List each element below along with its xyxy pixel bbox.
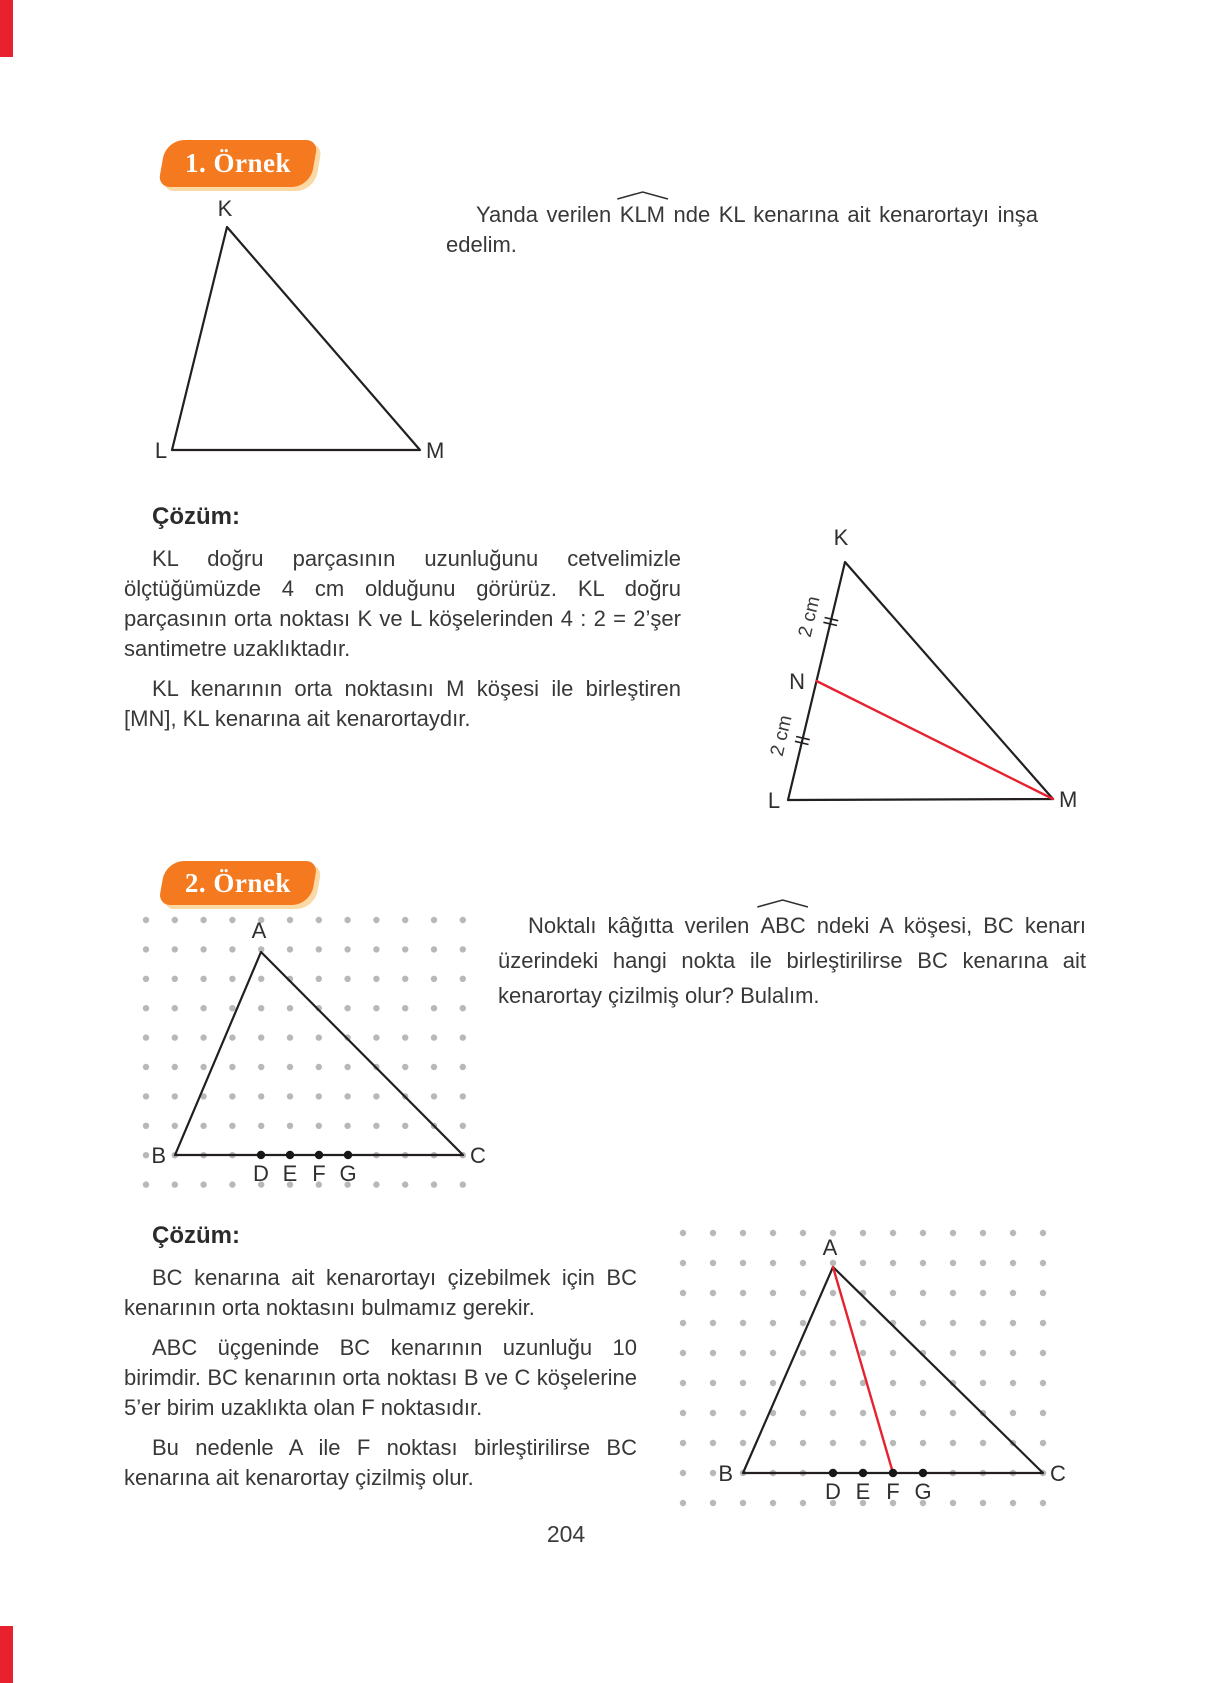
vertex-label-c: C xyxy=(1050,1461,1066,1486)
point-label-f: F xyxy=(886,1479,900,1504)
vertex-label-l: L xyxy=(767,788,781,813)
point-f xyxy=(315,1151,323,1159)
page-edge-mark-bottom xyxy=(0,1626,13,1683)
figure-dotgrid-triangle-abc xyxy=(128,903,484,1203)
triangle-klm-outline xyxy=(172,227,420,450)
segment-length-label: 2 cm xyxy=(766,713,797,759)
triangle-name-text: ABC xyxy=(760,913,806,938)
page-edge-mark-top xyxy=(0,0,13,57)
example-1-solution xyxy=(124,503,681,744)
intro-text: Yanda verilen xyxy=(476,202,612,227)
point-e xyxy=(859,1469,867,1477)
point-g xyxy=(344,1151,352,1159)
intro-text: nde KL kenarına ait kenarortayı inşa edelim. xyxy=(446,202,1038,257)
solution-paragraph: KL doğru parçasının uzunluğunu cetvelimizle ölçtüğümüzde 4 cm olduğunu görürüz. KL doğru parçasının orta noktası K ve L köşelerinden 4 : 2 = 2’şer santimetre uzaklıktadır. xyxy=(124,546,681,661)
example-2-solution xyxy=(124,1222,637,1503)
point-label-d: D xyxy=(825,1479,841,1504)
example-2-badge-label: 2. Örnek xyxy=(184,867,291,898)
vertex-label-m: M xyxy=(1059,787,1078,812)
point-label-e: E xyxy=(282,1161,298,1186)
point-f xyxy=(889,1469,897,1477)
figure-triangle-klm xyxy=(128,192,448,464)
example-1-intro xyxy=(446,200,1038,260)
vertex-label-a: A xyxy=(822,1235,838,1260)
vertex-label-a: A xyxy=(251,918,267,943)
vertex-label-k: K xyxy=(833,525,849,550)
segment-length-label: 2 cm xyxy=(794,594,825,640)
example-1-badge-label: 1. Örnek xyxy=(184,148,291,178)
dot-grid xyxy=(143,917,466,1188)
solution-heading: Çözüm: xyxy=(152,1222,240,1249)
triangle-name-text: KLM xyxy=(619,202,666,227)
triangle-hat-icon xyxy=(756,899,809,908)
solution-paragraph: Bu nedenle A ile F noktası birleştirilirse BC kenarına ait kenarortay çizilmiş olur. xyxy=(124,1435,637,1490)
solution-heading: Çözüm: xyxy=(152,503,240,530)
solution-paragraph: KL kenarının orta noktasını M köşesi ile birleştiren [MN], KL kenarına ait kenarortaydır. xyxy=(124,676,681,731)
page-number: 204 xyxy=(546,1521,586,1547)
solution-paragraph: BC kenarına ait kenarortayı çizebilmek için BC kenarının orta noktasını bulmamız gerekir. xyxy=(124,1265,637,1320)
figure-dotgrid-triangle-abc-median xyxy=(653,1215,1066,1520)
point-label-f: F xyxy=(312,1161,326,1186)
intro-text: Noktalı kâğıtta verilen xyxy=(528,913,750,938)
point-label-g: G xyxy=(339,1161,357,1186)
example-2-badge xyxy=(158,861,318,905)
figure-triangle-klm-median xyxy=(695,515,1085,815)
example-1-badge xyxy=(158,140,318,187)
vertex-label-l: L xyxy=(154,438,168,463)
vertex-label-b: B xyxy=(718,1461,733,1486)
vertex-label-c: C xyxy=(470,1143,486,1168)
point-e xyxy=(286,1151,294,1159)
point-g xyxy=(919,1469,927,1477)
triangle-name-abc xyxy=(760,908,805,943)
vertex-label-k: K xyxy=(217,196,233,221)
point-label-e: E xyxy=(855,1479,871,1504)
point-d xyxy=(257,1151,265,1159)
triangle-klm-outline xyxy=(788,562,1053,800)
point-label-d: D xyxy=(253,1161,269,1186)
example-2-intro xyxy=(498,908,1086,1013)
midpoint-label-n: N xyxy=(789,669,805,694)
triangle-hat-icon xyxy=(616,191,669,200)
median-line-nm xyxy=(817,681,1054,799)
intro-text: ndeki A köşesi, BC kenarı üzerindeki hangi nokta ile birleştirilirse BC kenarına ait kenarortay çizilmiş olur? Bulalım. xyxy=(498,913,1087,1008)
solution-paragraph: ABC üçgeninde BC kenarının uzunluğu 10 birimdir. BC kenarının orta noktası B ve C köşelerine 5’er birim uzaklıkta olan F noktasıdır. xyxy=(124,1335,637,1420)
triangle-name-klm xyxy=(620,200,665,230)
vertex-label-m: M xyxy=(426,438,445,463)
vertex-label-b: B xyxy=(151,1143,166,1168)
point-label-g: G xyxy=(914,1479,932,1504)
point-d xyxy=(829,1469,837,1477)
